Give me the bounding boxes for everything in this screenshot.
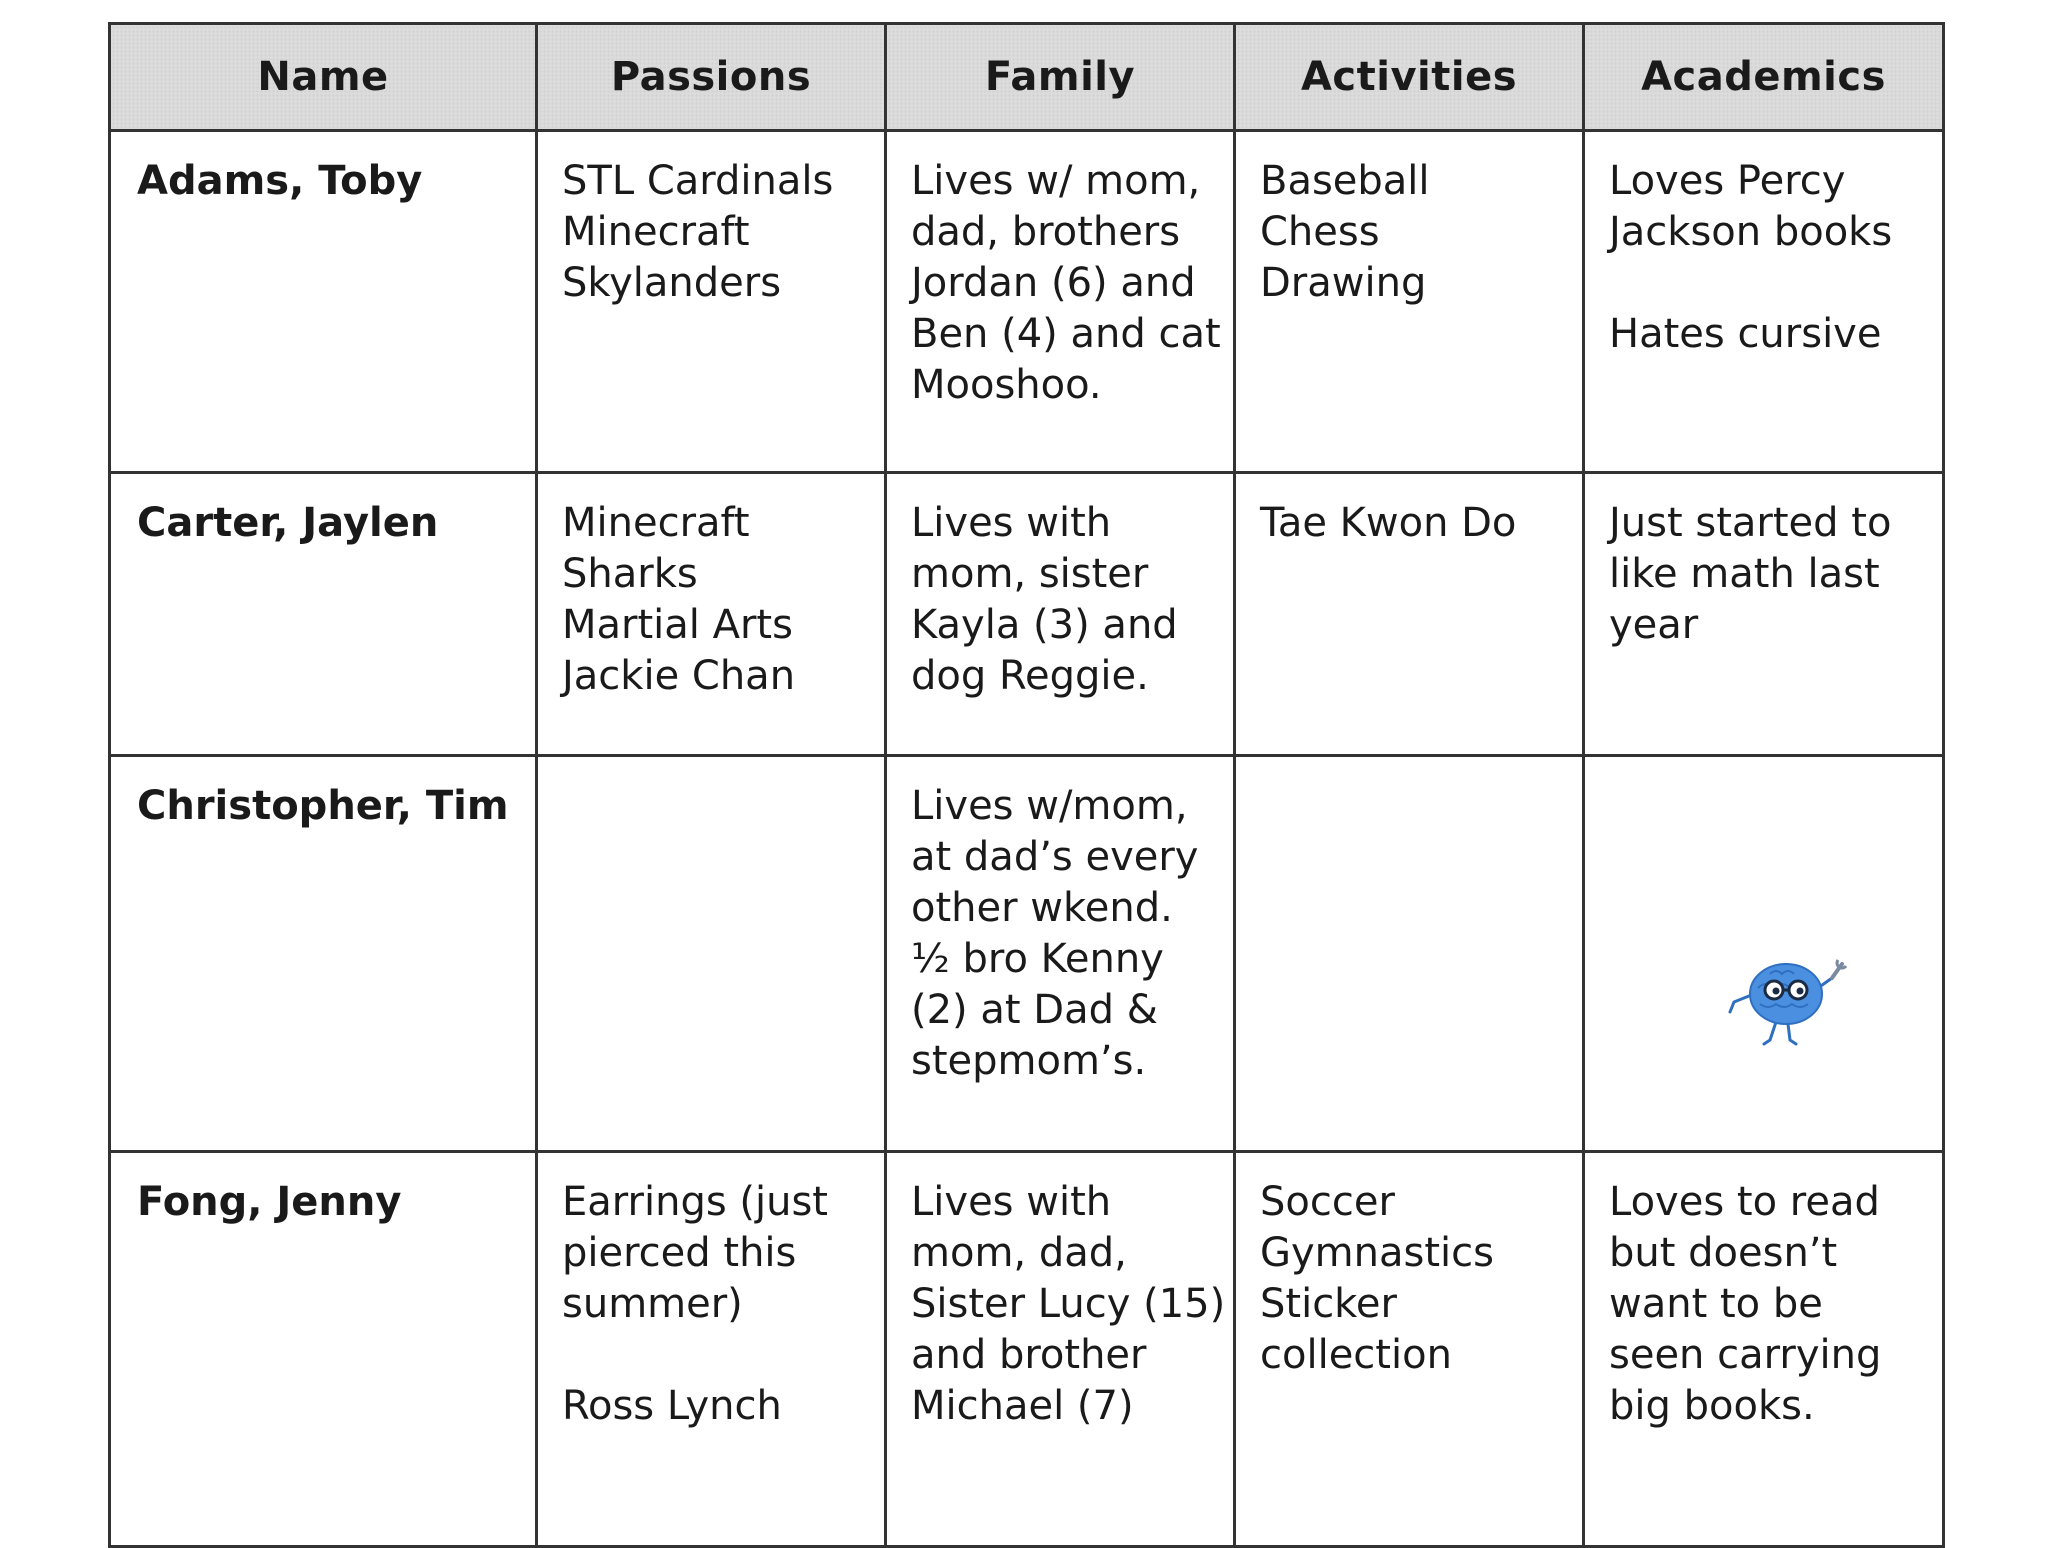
academics-cell [1584, 1152, 1944, 1547]
family-line: mom, dad, [911, 1230, 1127, 1276]
academics-line: year [1609, 602, 1699, 648]
family-line: Lives with [911, 1179, 1112, 1225]
family-line: Ben (4) and cat [911, 311, 1221, 357]
family-line: Sister Lucy (15) [911, 1281, 1226, 1327]
academics-line: Just started to [1609, 500, 1892, 546]
family-cell [886, 131, 1235, 473]
activity-item: collection [1260, 1332, 1452, 1378]
passion-item: Jackie Chan [562, 653, 796, 699]
family-cell [886, 756, 1235, 1152]
passion-item: Sharks [562, 551, 698, 597]
activity-item: Chess [1260, 209, 1380, 255]
column-header-family: Family [886, 24, 1235, 131]
family-line: ½ bro Kenny [911, 936, 1164, 982]
academics-line: want to be [1609, 1281, 1823, 1327]
activity-item: Sticker [1260, 1281, 1397, 1327]
family-line: Lives w/ mom, [911, 158, 1201, 204]
activities-cell [1235, 1152, 1584, 1547]
brain-with-glasses-icon [1724, 944, 1854, 1054]
student-name-cell: Carter, Jaylen [110, 473, 537, 756]
column-header-activities: Activities [1235, 24, 1584, 131]
student-name-cell: Fong, Jenny [110, 1152, 537, 1547]
column-header-passions: Passions [537, 24, 886, 131]
family-line: and brother [911, 1332, 1147, 1378]
academics-line: Jackson books [1609, 209, 1893, 255]
family-line: Lives with [911, 500, 1112, 546]
passion-item: Martial Arts [562, 602, 793, 648]
academics-line: but doesn’t [1609, 1230, 1838, 1276]
academics-cell [1584, 131, 1944, 473]
activity-item: Baseball [1260, 158, 1430, 204]
activities-cell [1235, 473, 1584, 756]
column-header-academics: Academics [1584, 24, 1944, 131]
student-name-cell: Christopher, Tim [110, 756, 537, 1152]
passions-cell [537, 473, 886, 756]
academics-line: like math last [1609, 551, 1880, 597]
header-row [110, 24, 1944, 131]
passion-item: Earrings (just [562, 1179, 828, 1225]
family-line: dad, brothers [911, 209, 1181, 255]
passions-cell [537, 131, 886, 473]
academics-cell [1584, 473, 1944, 756]
academics-line: seen carrying [1609, 1332, 1882, 1378]
passion-item: Minecraft [562, 500, 750, 546]
passion-item: pierced this [562, 1230, 797, 1276]
activities-cell [1235, 131, 1584, 473]
passion-item: Ross Lynch [562, 1383, 782, 1429]
column-header-name: Name [110, 24, 537, 131]
passion-item: Skylanders [562, 260, 782, 306]
passions-cell [537, 1152, 886, 1547]
table-row [110, 473, 1944, 756]
family-line: Michael (7) [911, 1383, 1134, 1429]
activity-item: Tae Kwon Do [1260, 500, 1517, 546]
table-row [110, 756, 1944, 1152]
activities-cell [1235, 756, 1584, 1152]
family-line: at dad’s every [911, 834, 1199, 880]
family-line: (2) at Dad & [911, 987, 1158, 1033]
family-line: mom, sister [911, 551, 1149, 597]
activity-item: Soccer [1260, 1179, 1395, 1225]
academics-line: big books. [1609, 1383, 1815, 1429]
student-profile-table [108, 22, 1945, 1548]
academics-line: Loves to read [1609, 1179, 1880, 1225]
family-cell [886, 1152, 1235, 1547]
passion-item: STL Cardinals [562, 158, 834, 204]
family-line: other wkend. [911, 885, 1173, 931]
family-line: Lives w/mom, [911, 783, 1188, 829]
family-cell [886, 473, 1235, 756]
passion-item: Minecraft [562, 209, 750, 255]
family-line: stepmom’s. [911, 1038, 1147, 1084]
student-name-cell: Adams, Toby [110, 131, 537, 473]
passions-cell [537, 756, 886, 1152]
passion-item: summer) [562, 1281, 743, 1327]
table-row [110, 1152, 1944, 1547]
activity-item: Gymnastics [1260, 1230, 1494, 1276]
family-line: Jordan (6) and [911, 260, 1196, 306]
academics-line: Loves Percy [1609, 158, 1846, 204]
family-line: Kayla (3) and [911, 602, 1178, 648]
table-row [110, 131, 1944, 473]
activity-item: Drawing [1260, 260, 1427, 306]
family-line: Mooshoo. [911, 362, 1102, 408]
family-line: dog Reggie. [911, 653, 1149, 699]
academics-line: Hates cursive [1609, 311, 1882, 357]
